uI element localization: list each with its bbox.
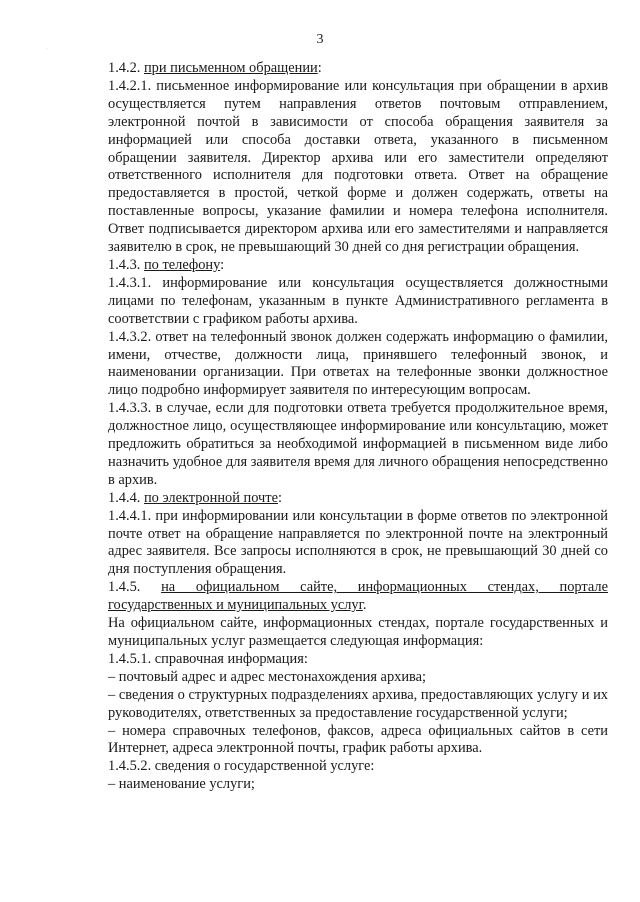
section-number: 1.4.5.: [108, 579, 162, 596]
section-number: 1.4.2.: [108, 60, 144, 76]
section-number: 1.4.3.: [108, 256, 144, 273]
section-title: на официальном сайте, информационных стендах, портале государственных и муниципальных услуг: [108, 579, 608, 614]
paragraph-1-4-4-1: 1.4.4.1. при информировании или консультации в форме ответов по электронной почте ответ на обращение направляется по электронной почте на электронный адрес заявителя. Все запросы исполняются в срок, не превышающий 30 дней со дня поступления обращения.: [108, 507, 608, 578]
list-item: – почтовый адрес и адрес местонахождения архива;: [108, 668, 427, 685]
paragraph-1-4-2-1: 1.4.2.1. письменное информирование или консультация при обращении в архив осуществляется путем направления ответов почтовым отправлением, электронной почтой в зависимости от способа обращения заявителя за информацией или способа доставки ответа, указанного в письменном обращении заявителя. Директор архива или его заместители определяют ответственного исполнителя для подготовки ответа. Ответ на обращение предоставляется в простой, четкой форме и должен содержать, ответы на поставленные вопросы, указание фамилии и номера телефона исполнителя. Ответ подписывается директором архива или его заместителями и направляется заявителю в срок, не превышающий 30 дней со дня регистрации обращения.: [108, 77, 608, 256]
section-number: 1.4.4.: [108, 489, 144, 506]
paragraph-1-4-3-3: 1.4.3.3. в случае, если для подготовки ответа требуется продолжительное время, должностное лицо, осуществляющее информирование или консультацию, может предложить обратиться за необходимой информацией в письменном виде либо назначить удобное для заявителя время для личного обращения непосредственно в архив.: [108, 400, 608, 488]
section-1-4-5-heading: [108, 579, 608, 615]
section-title: по телефону: [143, 256, 221, 273]
section-1-4-3-heading: [108, 257, 608, 275]
paragraph-1-4-5-2: 1.4.5.2. сведения о государственной услуге:: [108, 758, 375, 775]
section-1-4-2-heading: [108, 60, 608, 78]
list-item: – сведения о структурных подразделениях архива, предоставляющих услугу и их руководителях, ответственных за предоставление государственной услуги;: [108, 686, 608, 721]
section-tail: :: [317, 60, 322, 76]
page-number: 3: [316, 32, 324, 47]
paragraph-1-4-3-1: 1.4.3.1. информирование или консультация осуществляется должностными лицами по телефонам, указанным в пункте Административного регламента в соответствии с графиком работы архива.: [108, 274, 608, 327]
section-title: по электронной почте: [143, 489, 278, 506]
section-1-4-4-heading: [108, 490, 608, 508]
scan-speck: ·: [46, 46, 48, 52]
section-tail: .: [362, 597, 367, 614]
document-body: [108, 60, 608, 794]
list-item: – наименование услуги;: [108, 776, 255, 793]
section-tail: :: [220, 256, 225, 273]
paragraph-1-4-3-2: 1.4.3.2. ответ на телефонный звонок должен содержать информацию о фамилии, имени, отчестве, должности лица, принявшего телефонный звонок, и наименовании организации. При ответах на телефонные звонки должностное лицо подробно информирует заявителя по интересующим вопросам.: [108, 328, 608, 399]
list-item: – номера справочных телефонов, факсов, адреса официальных сайтов в сети Интернет, адреса электронной почты, график работы архива.: [108, 722, 608, 757]
section-title: при письменном обращении: [143, 60, 318, 76]
paragraph-1-4-5-intro: На официальном сайте, информационных стендах, портале государственных и муниципальных услуг размещается следующая информация:: [108, 615, 608, 649]
paragraph-1-4-5-1: 1.4.5.1. справочная информация:: [108, 650, 308, 667]
section-tail: :: [277, 489, 282, 506]
